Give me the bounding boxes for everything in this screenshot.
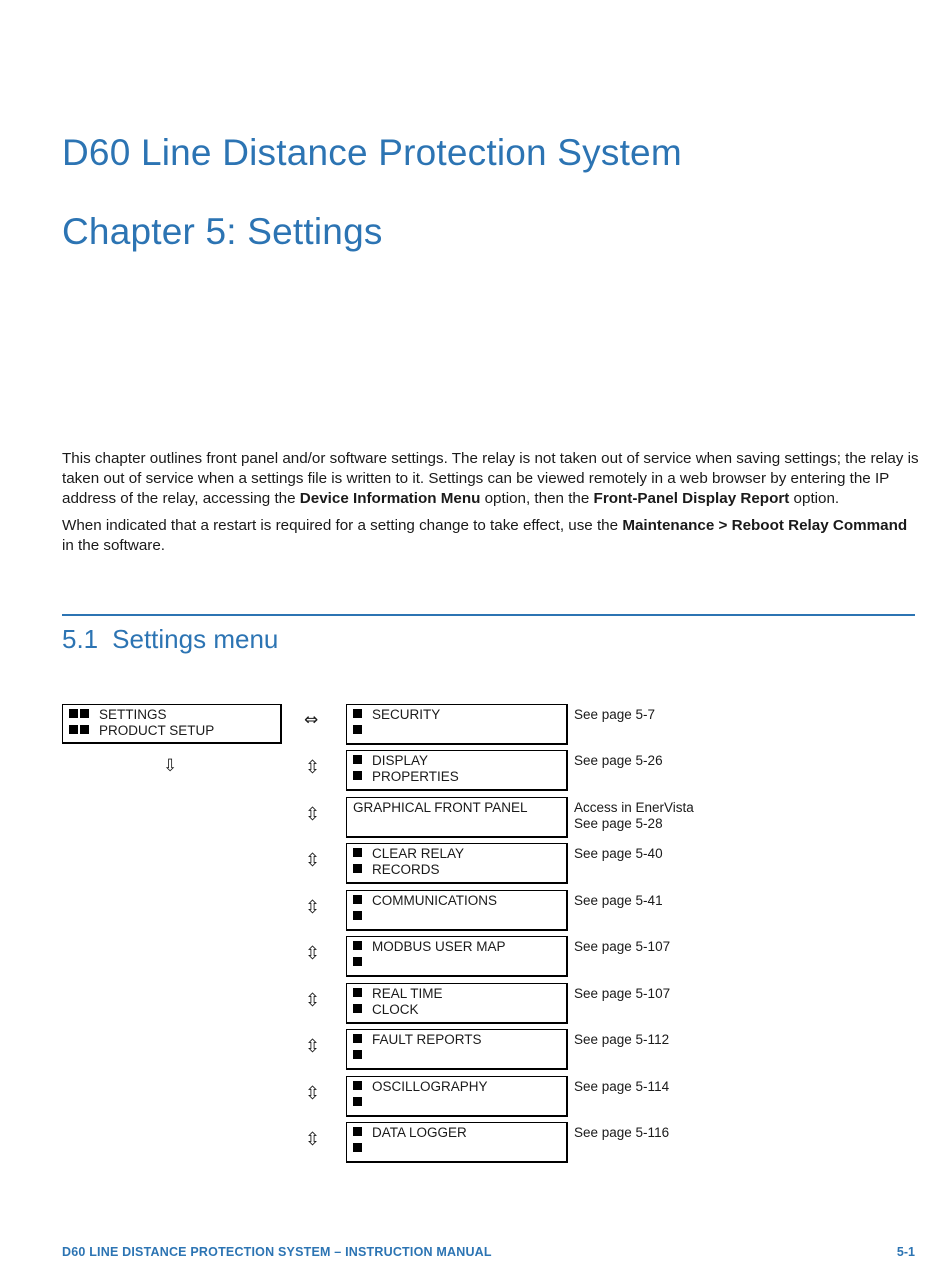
page-reference: See page 5-114 (574, 1079, 670, 1094)
up-down-arrow-icon: ⇳ (305, 757, 321, 778)
square-bullet-icon (80, 709, 89, 718)
page-reference: Access in EnerVista See page 5-28 (574, 800, 694, 831)
menu-box: DISPLAY PROPERTIES (346, 750, 568, 791)
square-bullet-icon (353, 1050, 362, 1059)
up-down-arrow-icon: ⇳ (305, 1129, 321, 1150)
page-reference: See page 5-116 (574, 1125, 670, 1140)
section-divider (62, 614, 915, 616)
square-bullet-icon (69, 709, 78, 718)
root-menu-line-2: PRODUCT SETUP (99, 723, 215, 738)
intro-paragraph-2: When indicated that a restart is required for a setting change to take effect, use the Maintenance > Reboot Relay Command in the software. (62, 517, 908, 554)
menu-box: COMMUNICATIONS (346, 890, 568, 931)
square-bullet-icon (353, 709, 362, 718)
menu-box: MODBUS USER MAP (346, 936, 568, 977)
page-reference: See page 5-41 (574, 893, 663, 908)
square-bullet-icon (80, 725, 89, 734)
page-reference: See page 5-107 (574, 986, 671, 1001)
menu-box: FAULT REPORTS (346, 1029, 568, 1070)
section-title: Settings menu (112, 624, 279, 654)
page-reference: See page 5-7 (574, 707, 656, 722)
footer-manual-title: D60 LINE DISTANCE PROTECTION SYSTEM – INSTRUCTION MANUAL (62, 1245, 492, 1259)
up-down-arrow-icon: ⇳ (305, 897, 321, 918)
reboot-command-term: Maintenance > Reboot Relay Command (622, 517, 908, 534)
front-panel-report-term: Front-Panel Display Report (593, 490, 790, 507)
square-bullet-icon (353, 725, 362, 734)
footer-page-number: 5-1 (896, 1245, 915, 1259)
page-reference: See page 5-112 (574, 1032, 670, 1047)
page-reference: See page 5-26 (574, 753, 663, 768)
page-reference: See page 5-107 (574, 939, 671, 954)
square-bullet-icon (353, 1143, 362, 1152)
up-down-arrow-icon: ⇳ (305, 943, 321, 964)
up-down-arrow-icon: ⇳ (305, 990, 321, 1011)
intro-text (62, 449, 922, 563)
up-down-arrow-icon: ⇳ (305, 1036, 321, 1057)
page-reference: See page 5-40 (574, 846, 663, 861)
square-bullet-icon (69, 725, 78, 734)
up-down-arrow-icon: ⇳ (305, 804, 321, 825)
square-bullet-icon (353, 911, 362, 920)
square-bullet-icon (353, 941, 362, 950)
section-number: 5.1 (62, 624, 99, 654)
menu-box: DATA LOGGER (346, 1122, 568, 1163)
square-bullet-icon (353, 1127, 362, 1136)
square-bullet-icon (353, 848, 362, 857)
square-bullet-icon (353, 1034, 362, 1043)
menu-box: SECURITY (346, 704, 568, 745)
up-down-arrow-icon: ⇳ (305, 1083, 321, 1104)
square-bullet-icon (353, 755, 362, 764)
settings-product-setup-box (62, 704, 282, 744)
square-bullet-icon (353, 1081, 362, 1090)
up-down-arrow-icon: ⇳ (305, 850, 321, 871)
chapter-title: Chapter 5: Settings (62, 211, 383, 252)
menu-box: GRAPHICAL FRONT PANEL (346, 797, 568, 838)
square-bullet-icon (353, 864, 362, 873)
menu-box: REAL TIME CLOCK (346, 983, 568, 1024)
down-arrow-icon: ⇩ (163, 756, 178, 776)
document-title: D60 Line Distance Protection System (62, 132, 682, 173)
section-heading (62, 624, 278, 655)
square-bullet-icon (353, 895, 362, 904)
square-bullet-icon (353, 1004, 362, 1013)
menu-box: CLEAR RELAY RECORDS (346, 843, 568, 884)
square-bullet-icon (353, 1097, 362, 1106)
square-bullet-icon (353, 957, 362, 966)
intro-paragraph-1: This chapter outlines front panel and/or software settings. The relay is not taken out of service when saving settings; the relay is taken out of service when a settings file is written to it. Settings can be viewed remotely in a web browser by entering the IP address of the relay, accessing the Device Information Menu option, then the Front-Panel Display Report option. (62, 450, 919, 507)
left-right-arrow-icon: ⇔ (304, 710, 319, 730)
square-bullet-icon (353, 988, 362, 997)
device-information-menu-term: Device Information Menu (299, 490, 481, 507)
square-bullet-icon (353, 771, 362, 780)
root-menu-line-1: SETTINGS (99, 707, 167, 722)
menu-box: OSCILLOGRAPHY (346, 1076, 568, 1117)
